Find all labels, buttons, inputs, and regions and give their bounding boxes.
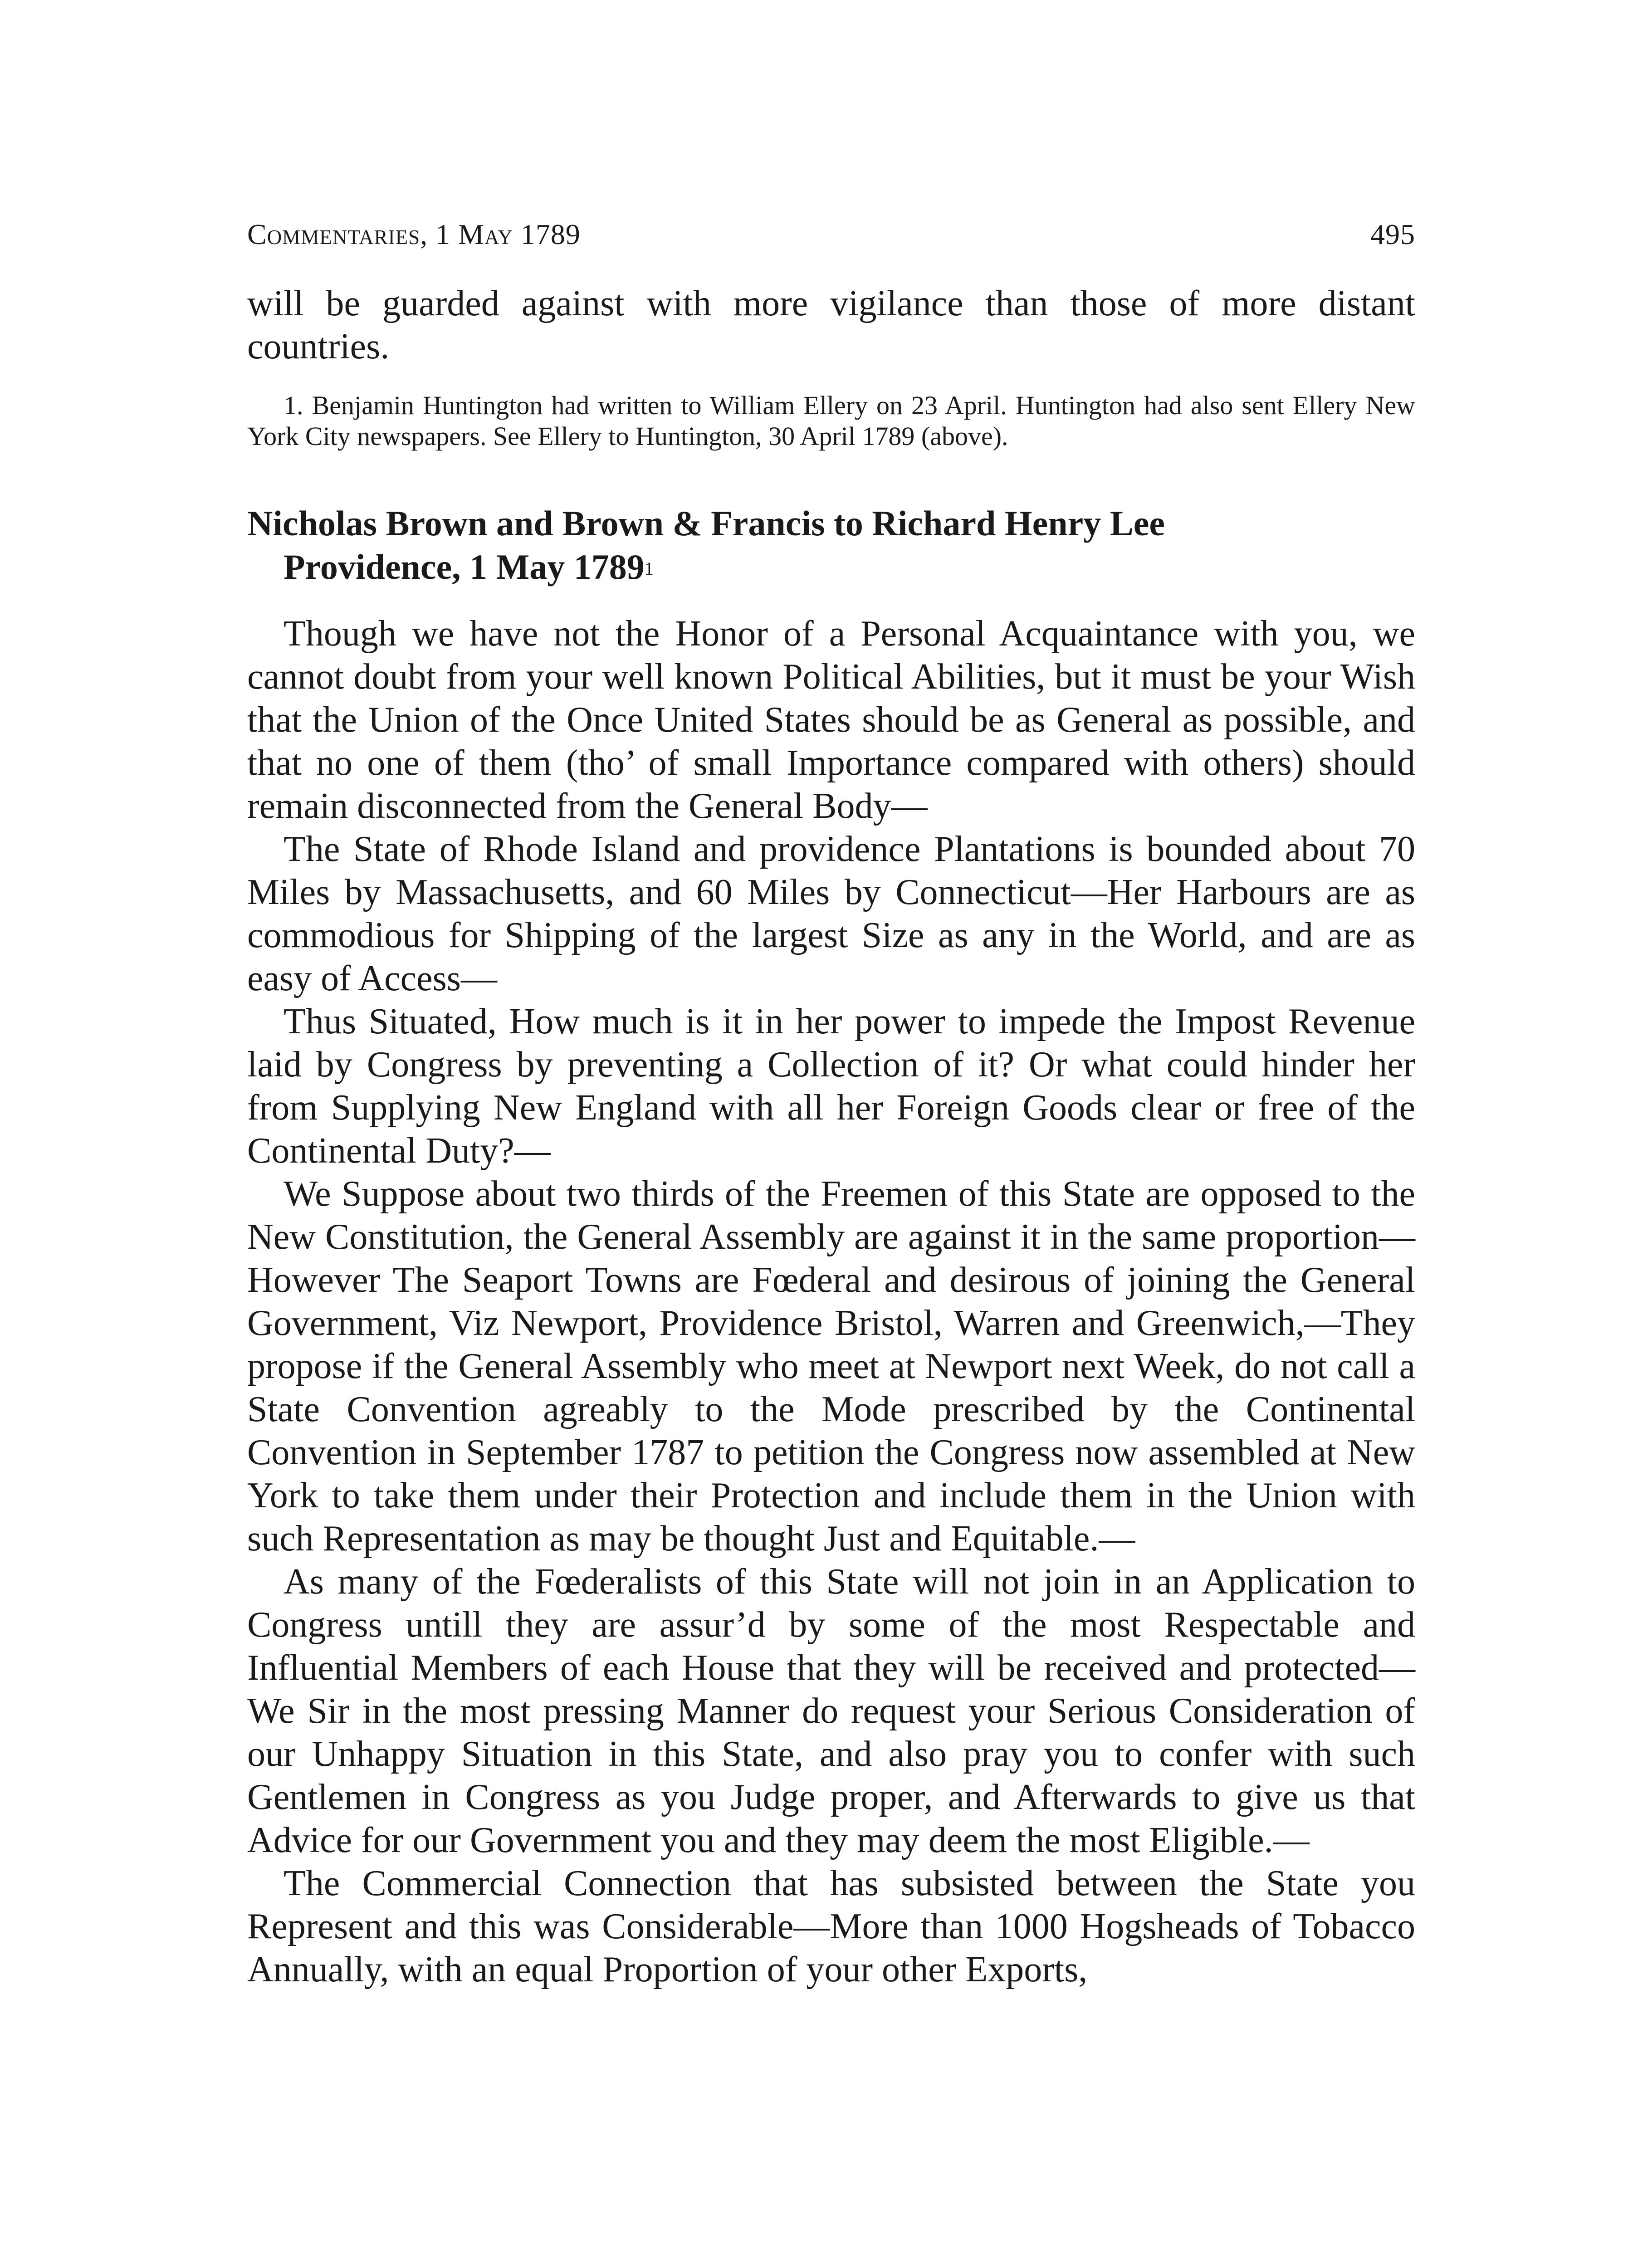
- letter-paragraph: The State of Rhode Island and providence Plantations is bounded about 70 Miles by Massachusetts, and 60 Miles by Connecticut—Her Harbours are as commodious for Shipping of the largest Size as any in the World, and are as easy of Access—: [247, 829, 1415, 998]
- heading-place-date: Providence, 1 May 1789: [284, 547, 645, 587]
- document-heading: [247, 502, 1415, 589]
- running-head: [247, 218, 1415, 259]
- heading-line-2: [247, 545, 1415, 589]
- footnote: [247, 390, 1415, 452]
- running-head-title: Commentaries, 1 May 1789: [247, 218, 581, 250]
- heading-line-1: Nicholas Brown and Brown & Francis to Richard Henry Lee: [247, 503, 1165, 543]
- letter-paragraph: As many of the Fœderalists of this State will not join in an Application to Congress untill they are assur’d by some of the most Respectable and Influential Members of each House that they will be received and protected—We Sir in the most pressing Manner do request your Serious Consideration of our Unhappy Situation in this State, and also pray you to confer with such Gentlemen in Congress as you Judge proper, and Afterwards to give us that Advice for our Government you and they may deem the most Eligible.—: [247, 1562, 1415, 1860]
- heading-note-ref: 1: [644, 558, 654, 579]
- letter-paragraph: We Suppose about two thirds of the Freemen of this State are opposed to the New Constitution, the General Assembly are against it in the same proportion—However The Seaport Towns are Fœderal and desirous of joining the General Government, Viz Newport, Providence Bristol, Warren and Greenwich,—They propose if the General Assembly who meet at Newport next Week, do not call a State Convention agreably to the Mode prescribed by the Continental Convention in September 1787 to petition the Congress now assembled at New York to take them under their Protection and include them in the Union with such Representation as may be thought Just and Equitable.—: [247, 1174, 1415, 1559]
- letter-paragraph: Thus Situated, How much is it in her power to impede the Impost Revenue laid by Congress by preventing a Collection of it? Or what could hinder her from Supplying New England with all her Foreign Goods clear or free of the Continental Duty?—: [247, 1002, 1415, 1171]
- continued-paragraph: will be guarded against with more vigilance than those of more distant countries.: [247, 284, 1415, 367]
- body-text: [247, 282, 1415, 368]
- letter-paragraph: Though we have not the Honor of a Personal Acquaintance with you, we cannot doubt from your well known Political Abilities, but it must be your Wish that the Union of the Once United States should be as General as possible, and that no one of them (tho’ of small Importance compared with others) should remain disconnected from the General Body—: [247, 614, 1415, 826]
- letter-body: [247, 612, 1415, 1991]
- page-number: 495: [1370, 218, 1415, 250]
- letter-paragraph: The Commercial Connection that has subsisted between the State you Represent and this was Considerable—More than 1000 Hogsheads of Tobacco Annually, with an equal Proportion of your other Exports,: [247, 1863, 1415, 1989]
- page: [247, 218, 1415, 1991]
- footnote-text: 1. Benjamin Huntington had written to William Ellery on 23 April. Huntington had also sent Ellery New York City newspapers. See Ellery to Huntington, 30 April 1789 (above).: [247, 391, 1415, 451]
